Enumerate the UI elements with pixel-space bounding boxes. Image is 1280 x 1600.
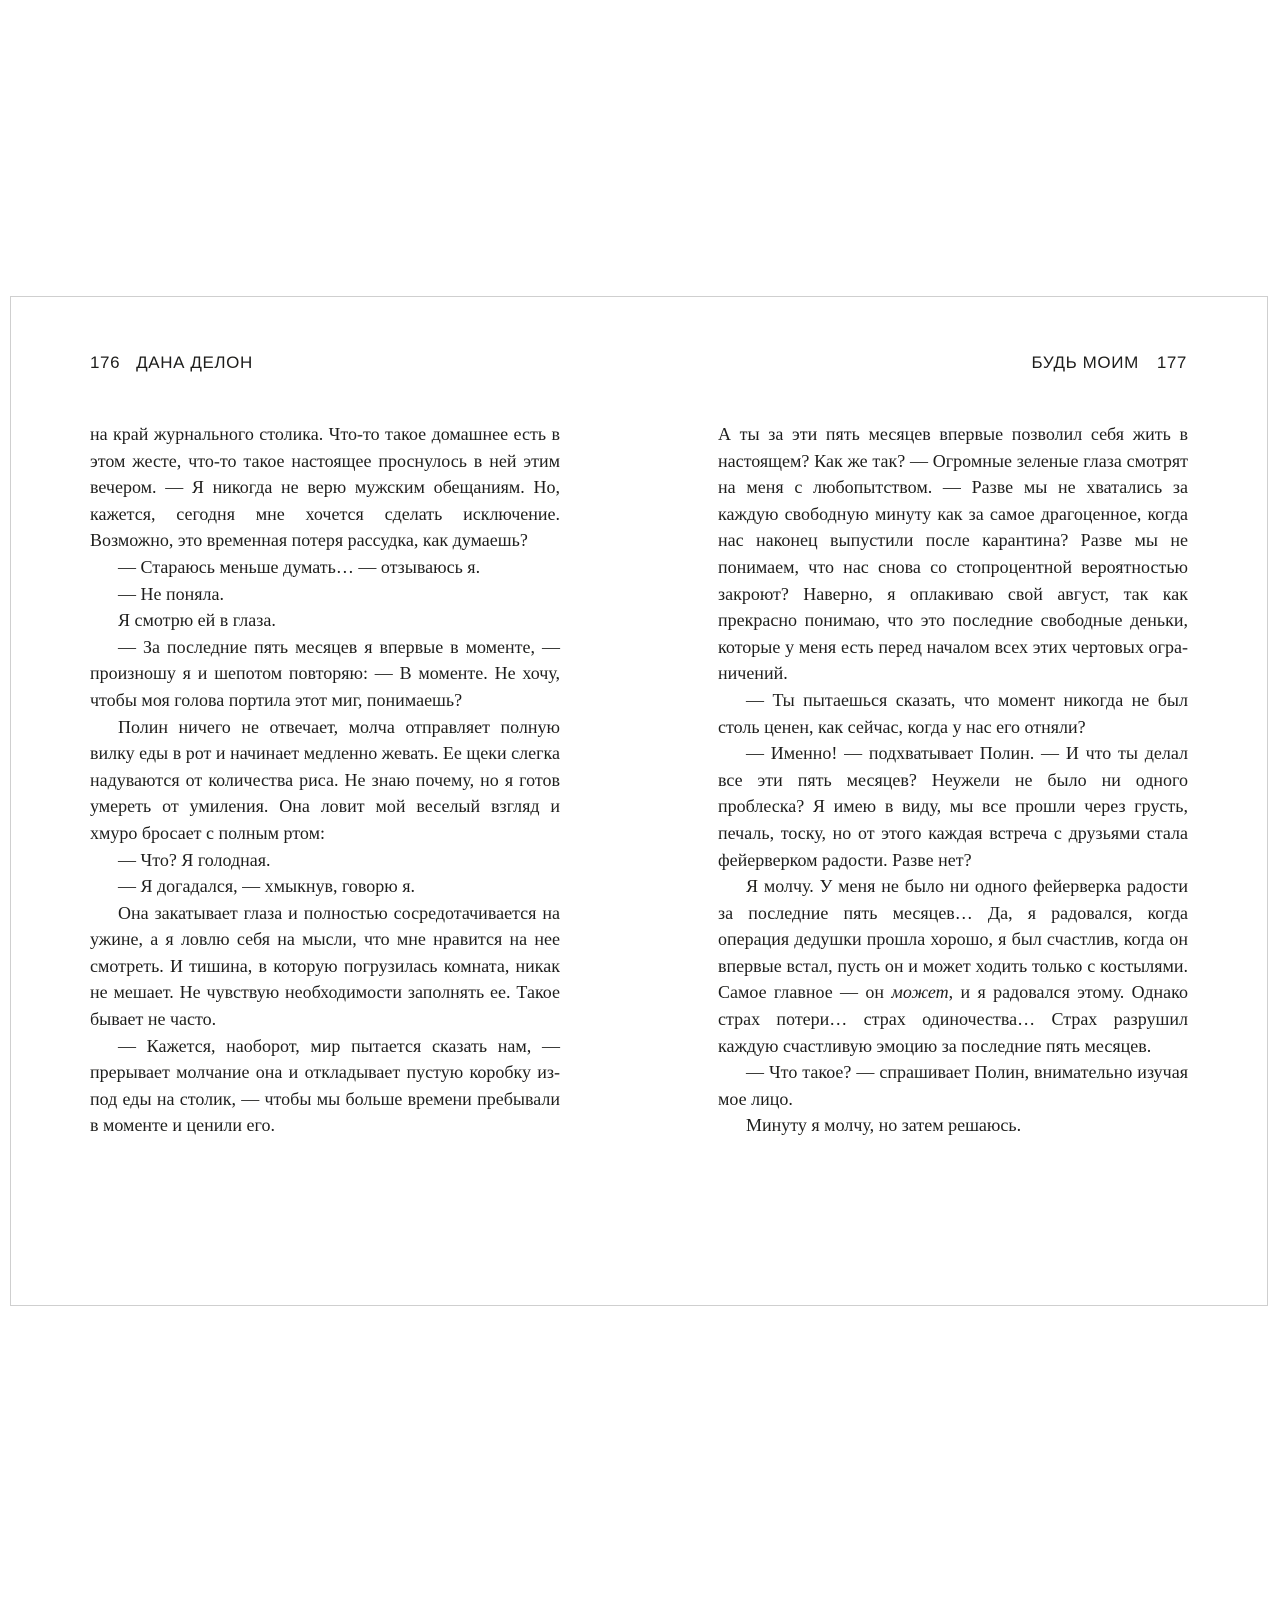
paragraph: — Стараюсь меньше думать… — отзываюсь я. bbox=[118, 556, 481, 577]
paragraph: на край журнального столика. Что-то такое домашнее есть в этом жесте, что-то такое настоящее проснулось в ней этим вечером. — Я никогда не верю мужским обещаниям. Но, кажется, сегодня мне хочется сделать исключение. Возможно, это временная потеря рассудка, как думаешь? bbox=[90, 424, 560, 551]
left-page-text bbox=[90, 421, 560, 1139]
paragraph: Она закатывает глаза и полностью сосредотачивается на ужине, а я ловлю себя на мысли, что мне нравится на нее смотреть. И тишина, в которую погрузилась комната, никак не мешает. Не чувствую необходимости заполнять ее. Такое бывает не часто. bbox=[90, 902, 560, 1030]
paragraph: — Не поняла. bbox=[118, 583, 225, 604]
paragraph: Полин ничего не отвечает, молча отправляет полную вилку еды в рот и начинает медленно жевать. Ее щеки слегка надуваются от количества риса. Не знаю почему, но я готов умереть от умиления. Она ловит мой веселый взгляд и хмуро бросает с полным ртом: bbox=[90, 716, 560, 843]
right-page-text bbox=[718, 421, 1188, 1139]
paragraph: А ты за эти пять месяцев впервые позволил себя жить в настоящем? Как же так? — Огромные зеленые глаза смотрят на меня с любопытством. — Разве мы не хватались за каждую свободную минуту как за самое драгоценное, когда нас наконец выпустили после карантина? Разве мы не понимаем, что нас снова со стопроцентной вероятностью закроют? Наверно, я оплакиваю свой август, так как прекрасно понимаю, что это последние свободные деньки, которые у меня есть перед началом всех этих чертовых ограничений. bbox=[718, 424, 1188, 684]
paragraph: — Что такое? — спрашивает Полин, внимательно изучая мое лицо. bbox=[718, 1062, 1188, 1109]
paragraph: Минуту я молчу, но затем решаюсь. bbox=[746, 1115, 1022, 1136]
right-running-head bbox=[1031, 352, 1187, 374]
paragraph: — Именно! — подхватывает Полин. — И что ты делал все эти пять месяцев? Неужели не было ни одного проблеска? Я имею в виду, мы все прошли через грусть, печаль, тоску, но от этого каждая встреча с друзьями стала фейерверком радости. Разве нет? bbox=[718, 743, 1188, 870]
paragraph: — Ты пытаешься сказать, что момент никогда не был столь ценен, как сейчас, когда у нас его отняли? bbox=[718, 689, 1188, 737]
right-book-title: БУДЬ МОИМ bbox=[1031, 353, 1139, 372]
paragraph: — За последние пять месяцев я впервые в моменте, — произношу я и шепотом повторяю: — В моменте. Не хочу, чтобы моя голова портила этот миг, понимаешь? bbox=[90, 636, 560, 710]
left-author-name: ДАНА ДЕЛОН bbox=[136, 353, 253, 372]
paragraph-part: , и я радовался этому. Однако страх потери… страх одиночества… Страх разрушил каждую счастливую эмоцию за последние пять месяцев. bbox=[718, 982, 1189, 1056]
left-page-number: 176 bbox=[90, 353, 121, 372]
left-running-head bbox=[90, 352, 253, 374]
paragraph: — Что? Я голодная. bbox=[118, 849, 271, 870]
paragraph: — Кажется, наоборот, мир пытается сказать нам, — прерывает молчание она и откладывает пустую коробку из-под еды на столик, — чтобы мы больше времени пребывали в моменте и ценили его. bbox=[90, 1035, 560, 1136]
italic-emphasis: может bbox=[891, 982, 949, 1003]
paragraph: Я смотрю ей в глаза. bbox=[118, 610, 276, 631]
paragraph bbox=[718, 873, 1188, 1059]
right-page-number: 177 bbox=[1156, 353, 1187, 372]
paragraph: — Я догадался, — хмыкнув, говорю я. bbox=[118, 876, 415, 897]
paragraph-part: Я молчу. У меня не было ни одного фейерверка радости за последние пять месяцев… Да, я радовался, когда операция дедушки прошла хорошо, я был счастлив, когда он впервые встал, пусть он и может ходить только с костылями. Самое главное — он bbox=[718, 876, 1188, 1003]
